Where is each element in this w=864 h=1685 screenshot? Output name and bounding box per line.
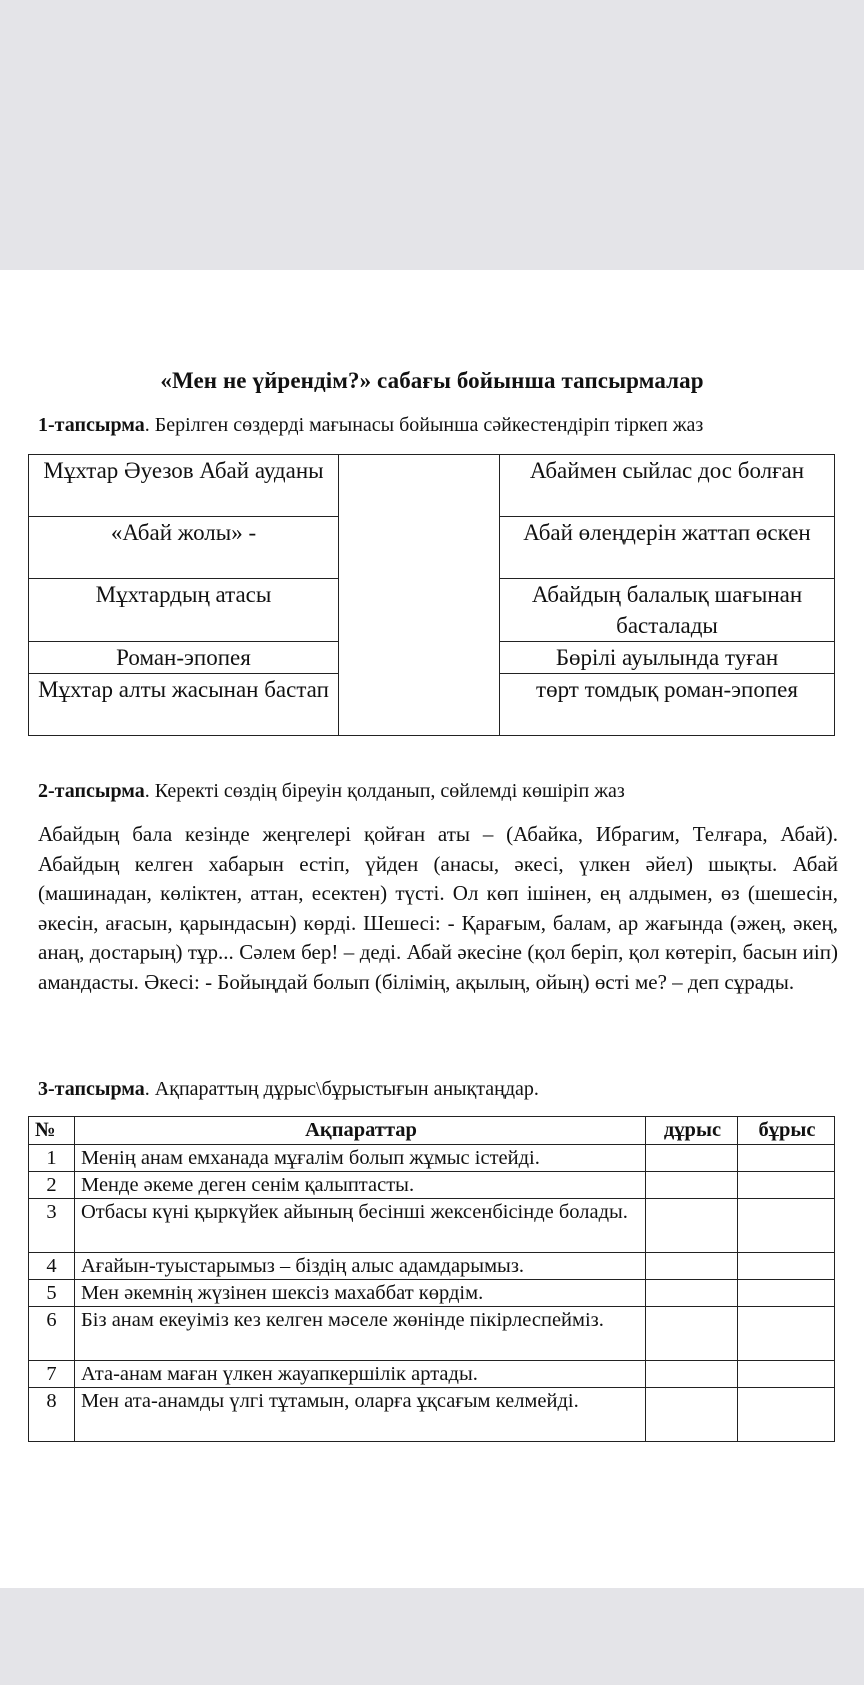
right-cell: Абай өлеңдерін жаттап өскен xyxy=(500,517,835,579)
task1-heading xyxy=(38,414,703,437)
row-statement: Ағайын-туыстарымыз – біздің алыс адамдарымыз. xyxy=(75,1253,646,1280)
row-number: 7 xyxy=(29,1361,75,1388)
task3-instruction: . Ақпараттың дұрыс\бұрыстығын анықтаңдар. xyxy=(144,1078,539,1100)
row-number: 8 xyxy=(29,1388,75,1442)
true-cell[interactable] xyxy=(646,1199,738,1253)
header-number: № xyxy=(29,1117,75,1145)
right-cell: төрт томдық роман-эпопея xyxy=(500,674,835,736)
row-number: 1 xyxy=(29,1145,75,1172)
task1-label: 1-тапсырма xyxy=(38,414,145,436)
task1-instruction: . Берілген сөздерді мағынасы бойынша сәйкестендіріп тіркеп жаз xyxy=(144,414,704,436)
row-number: 3 xyxy=(29,1199,75,1253)
row-statement: Ата-анам маған үлкен жауапкершілік артады. xyxy=(75,1361,646,1388)
task2-label: 2-тапсырма xyxy=(38,780,145,802)
false-cell[interactable] xyxy=(738,1280,835,1307)
false-cell[interactable] xyxy=(738,1307,835,1361)
right-cell: Бөрілі ауылында туған xyxy=(500,642,835,674)
row-number: 2 xyxy=(29,1172,75,1199)
true-cell[interactable] xyxy=(646,1145,738,1172)
false-cell[interactable] xyxy=(738,1253,835,1280)
task2-instruction: . Керекті сөздің біреуін қолданып, сөйлемді көшіріп жаз xyxy=(144,780,625,802)
true-cell[interactable] xyxy=(646,1388,738,1442)
header-info: Ақпараттар xyxy=(75,1117,646,1145)
row-statement: Отбасы күні қыркүйек айының бесінші жексенбісінде болады. xyxy=(75,1199,646,1253)
task2-heading xyxy=(38,780,625,803)
false-cell[interactable] xyxy=(738,1361,835,1388)
true-cell[interactable] xyxy=(646,1307,738,1361)
false-cell[interactable] xyxy=(738,1199,835,1253)
task2-paragraph: Абайдың бала кезінде жеңгелері қойған аты – (Абайка, Ибрагим, Телғара, Абай). Абайдың келген хабарын естіп, үйден (анасы, әкесі, үлкен әйел) шықты. Абай (машинадан, көліктен, аттан, есектен) түсті. Ол көп ішінен, ең алдымен, өз (шешесін, әкесін, ағасын, қарындасын) көрді. Шешесі: - Қарағым, балам, ар жағында (әжең, әкең, анаң, достарың) тұр... Сәлем бер! – деді. Абай әкесіне (қол беріп, қол көтеріп, басын иіп) амандасты. Әкесі: - Бойыңдай болып (білімің, ақылың, ойың) өсті ме? – деп сұрады. xyxy=(38,822,838,994)
left-cell: Роман-эпопея xyxy=(29,642,339,674)
document-page xyxy=(0,270,864,1588)
row-statement: Менің анам емханада мұғалім болып жұмыс істейді. xyxy=(75,1145,646,1172)
left-cell: Мұхтардың атасы xyxy=(29,579,339,642)
false-cell[interactable] xyxy=(738,1388,835,1442)
row-statement: Мен ата-анамды үлгі тұтамын, оларға ұқсағым келмейді. xyxy=(75,1388,646,1442)
right-cell: Абаймен сыйлас дос болған xyxy=(500,455,835,517)
row-statement: Мен әкемнің жүзінен шексіз махаббат көрдім. xyxy=(75,1280,646,1307)
row-number: 5 xyxy=(29,1280,75,1307)
header-true: дұрыс xyxy=(646,1117,738,1145)
false-cell[interactable] xyxy=(738,1145,835,1172)
header-false: бұрыс xyxy=(738,1117,835,1145)
left-cell: «Абай жолы» - xyxy=(29,517,339,579)
row-statement: Біз анам екеуіміз кез келген мәселе жөнінде пікірлеспейміз. xyxy=(75,1307,646,1361)
row-number: 4 xyxy=(29,1253,75,1280)
true-false-table xyxy=(28,1116,835,1442)
page-title: «Мен не үйрендім?» сабағы бойынша тапсырмалар xyxy=(160,368,704,393)
left-cell: Мұхтар алты жасынан бастап xyxy=(29,674,339,736)
false-cell[interactable] xyxy=(738,1172,835,1199)
right-cell: Абайдың балалық шағынан басталады xyxy=(500,579,835,642)
task3-heading xyxy=(38,1078,539,1101)
row-number: 6 xyxy=(29,1307,75,1361)
left-cell: Мұхтар Әуезов Абай ауданы xyxy=(29,455,339,517)
true-cell[interactable] xyxy=(646,1172,738,1199)
true-cell[interactable] xyxy=(646,1253,738,1280)
true-cell[interactable] xyxy=(646,1361,738,1388)
matching-table xyxy=(28,454,835,736)
matching-gap xyxy=(339,455,500,736)
true-cell[interactable] xyxy=(646,1280,738,1307)
row-statement: Менде әкеме деген сенім қалыптасты. xyxy=(75,1172,646,1199)
task3-label: 3-тапсырма xyxy=(38,1078,145,1100)
